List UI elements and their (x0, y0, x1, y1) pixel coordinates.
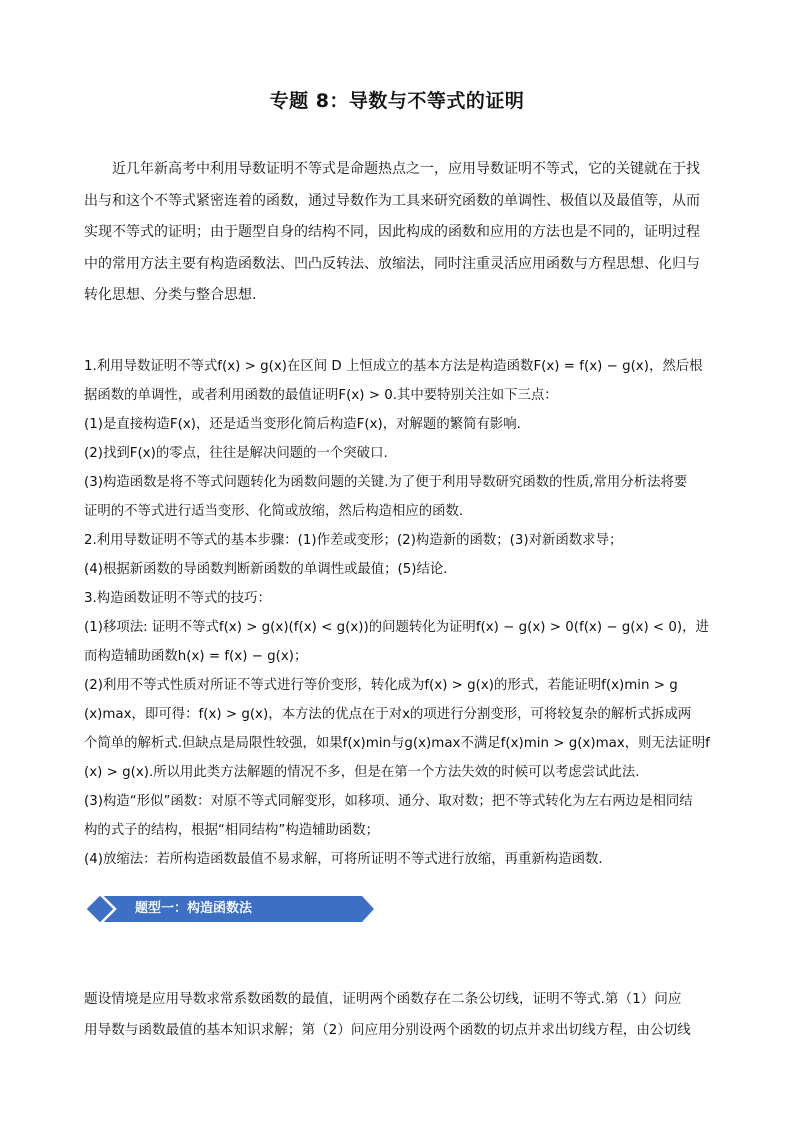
method-line: 2.利用导数证明不等式的基本步骤：(1)作差或变形；(2)构造新的函数；(3)对新函数求导； (84, 533, 623, 548)
section-badge (84, 894, 374, 924)
method-line: 据函数的单调性，或者利用函数的最值证明F(x) > 0.其中要特别关注如下三点： (84, 388, 558, 403)
method-line: (x) > g(x).所以用此类方法解题的情况不多，但是在第一个方法失效的时候可以考虑尝试此法. (84, 765, 640, 780)
method-line: 3.构造函数证明不等式的技巧： (84, 591, 271, 606)
method-line: 1.利用导数证明不等式f(x) > g(x)在区间 D 上恒成立的基本方法是构造函数F(x) = f(x) − g(x)，然后根 (84, 359, 703, 374)
method-line: (4)根据新函数的导函数判断新函数的单调性或最值；(5)结论． (84, 562, 457, 577)
page-title: 专题 8：导数与不等式的证明 (269, 90, 525, 112)
method-line: (2)利用不等式性质对所证不等式进行等价变形，转化成为f(x) > g(x)的形式，若能证明f(x)min > g (84, 678, 678, 693)
method-line: (3)构造“形似”函数：对原不等式同解变形，如移项、通分、取对数；把不等式转化为左右两边是相同结 (84, 794, 693, 809)
intro-paragraph (84, 154, 712, 312)
analysis-paragraph (84, 984, 716, 1046)
method-line: (2)找到F(x)的零点，往往是解决问题的一个突破口. (84, 446, 388, 461)
method-line: 个简单的解析式.但缺点是局限性较强，如果f(x)min与g(x)max不满足f(x)min > g(x)max，则无法证明f (84, 736, 710, 751)
analysis-line: 用导数与函数最值的基本知识求解；第（2）问应用分别设两个函数的切点并求出切线方程，由公切线 (84, 1022, 691, 1038)
analysis-line: 题设情境是应用导数求常系数函数的最值，证明两个函数存在二条公切线，证明不等式.第（1）问应 (84, 991, 682, 1007)
method-line: (4)放缩法：若所构造函数最值不易求解，可将所证明不等式进行放缩，再重新构造函数． (84, 852, 612, 867)
method-line: 证明的不等式进行适当变形、化简或放缩，然后构造相应的函数. (84, 504, 464, 519)
method-list (84, 352, 716, 874)
method-line: (1)移项法: 证明不等式f(x) > g(x)(f(x) < g(x))的问题转化为证明f(x) − g(x) > 0(f(x) − g(x) < 0)，进 (84, 620, 709, 635)
method-line: (x)max，即可得：f(x) > g(x)，本方法的优点在于对x的项进行分割变形，可将较复杂的解析式拆成两 (84, 707, 692, 722)
method-line: 而构造辅助函数h(x) = f(x) − g(x)； (84, 649, 308, 664)
intro-text: 近几年新高考中利用导数证明不等式是命题热点之一，应用导数证明不等式，它的关键就在于找出与和这个不等式紧密连着的函数，通过导数作为工具来研究函数的单调性、极值以及最值等，从而实现不等式的证明；由于题型自身的结构不同，因此构成的函数和应用的方法也是不同的，证明过程中的常用方法主要有构造函数法、凹凸反转法、放缩法，同时注重灵活应用函数与方程思想、化归与转化思想、分类与整合思想. (84, 161, 700, 303)
method-line: (3)构造函数是将不等式问题转化为函数问题的关键.为了便于利用导数研究函数的性质,常用分析法将要 (84, 475, 688, 490)
method-line: (1)是直接构造F(x)，还是适当变形化简后构造F(x)，对解题的繁简有影响. (84, 417, 521, 432)
section-badge-label: 题型一：构造函数法 (135, 901, 253, 916)
method-line: 构的式子的结构，根据“相同结构”构造辅助函数； (84, 823, 380, 838)
